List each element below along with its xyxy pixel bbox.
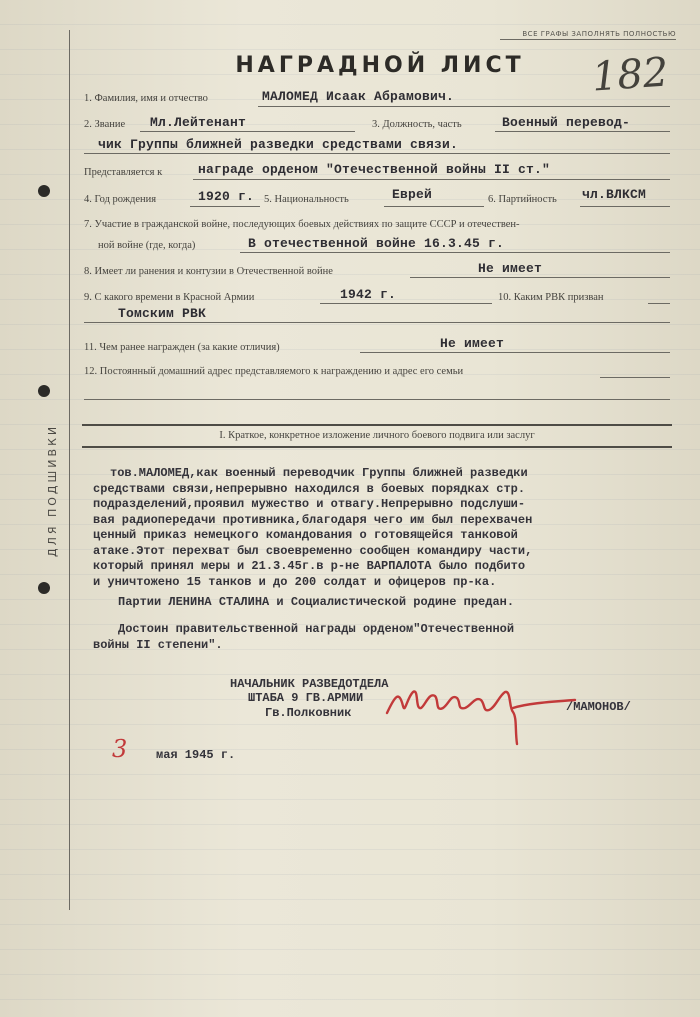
document-title: НАГРАДНОЙ ЛИСТ bbox=[235, 53, 525, 78]
field-6-label: 6. Партийность bbox=[488, 194, 557, 205]
field-11-value: Не имеет bbox=[440, 336, 505, 351]
field-7-value: В отечественной войне 16.3.45 г. bbox=[248, 236, 505, 251]
citation-line: и уничтожено 15 танков и до 200 солдат и офицеров пр-ка. bbox=[93, 574, 497, 589]
nomination-line bbox=[193, 179, 670, 180]
signature-mark bbox=[385, 678, 585, 753]
field-12-line bbox=[600, 377, 670, 378]
field-5-label: 5. Национальность bbox=[264, 194, 349, 205]
worthy-line: Достоин правительственной награды орденом"Отечественной bbox=[118, 622, 515, 636]
signer-rank: Гв.Полковник bbox=[265, 706, 352, 720]
party-loyalty-line: Партии ЛЕНИНА СТАЛИНА и Социалистической родине предан. bbox=[118, 595, 515, 609]
section-rule-bottom bbox=[82, 446, 672, 448]
section-title: I. Краткое, конкретное изложение личного боевого подвига или заслуг bbox=[219, 430, 535, 441]
field-1-value: МАЛОМЕД Исаак Абрамович. bbox=[262, 89, 455, 104]
field-8-label: 8. Имеет ли ранения и контузии в Отечественной войне bbox=[84, 266, 333, 277]
field-2-label: 2. Звание bbox=[84, 119, 126, 130]
field-10-line bbox=[648, 303, 670, 304]
signer-name: /МАМОНОВ/ bbox=[566, 700, 631, 714]
date-rest: мая 1945 г. bbox=[156, 748, 236, 762]
field-3-value-1: Военный перевод- bbox=[502, 115, 631, 130]
field-9-label: 9. С какого времени в Красной Армии bbox=[84, 292, 255, 303]
field-1-label: 1. Фамилия, имя и отчество bbox=[84, 93, 208, 104]
field-4-label: 4. Год рождения bbox=[84, 194, 157, 205]
header-note: ВСЕ ГРАФЫ ЗАПОЛНЯТЬ ПОЛНОСТЬЮ bbox=[500, 30, 676, 40]
field-3-line-2 bbox=[84, 153, 670, 154]
field-8-value: Не имеет bbox=[478, 261, 543, 276]
field-4-value: 1920 г. bbox=[198, 189, 255, 204]
margin-rule bbox=[69, 30, 70, 910]
worthy-line: войны II степени". bbox=[93, 638, 223, 652]
citation-line: атаке.Этот перехват был своевременно сообщен командиру части, bbox=[93, 543, 533, 558]
field-2-line bbox=[140, 131, 355, 132]
field-3-line bbox=[495, 131, 670, 132]
citation-line: ценный приказ немецкого командования о готовящейся танковой bbox=[93, 528, 518, 542]
sheet-number: 182 bbox=[590, 49, 670, 101]
field-7-line bbox=[240, 252, 670, 253]
field-11-label: 11. Чем ранее награжден (за какие отличия) bbox=[84, 342, 280, 353]
field-4-line bbox=[190, 206, 260, 207]
field-1-line bbox=[258, 106, 670, 107]
signer-title-2: ШТАБА 9 ГВ.АРМИИ bbox=[248, 691, 364, 705]
field-10-label: 10. Каким РВК призван bbox=[498, 292, 604, 303]
field-7-label-1: 7. Участие в гражданской войне, последующих боевых действиях по защите СССР и отечествен- bbox=[84, 219, 520, 230]
field-7-label-2: ной войне (где, когда) bbox=[98, 240, 196, 251]
field-10-value: Томским РВК bbox=[118, 306, 207, 321]
field-9-line bbox=[320, 303, 492, 304]
field-10-line-2 bbox=[84, 322, 670, 323]
field-12-line-2 bbox=[84, 399, 670, 400]
citation-line: который принял меры и 21.3.45г.в р-не ВАРПАЛОТА было подбито bbox=[93, 559, 526, 573]
binding-label: ДЛЯ ПОДШИВКИ bbox=[46, 423, 59, 557]
nomination-label: Представляется к bbox=[84, 167, 163, 178]
citation-line: тов.МАЛОМЕД,как военный переводчик Группы ближней разведки bbox=[110, 466, 528, 480]
section-rule-top bbox=[82, 424, 672, 426]
field-3-value-2: чик Группы ближней разведки средствами связи. bbox=[98, 137, 459, 152]
citation-line: вая радиопередачи противника,благодаря чего им был перехвачен bbox=[93, 512, 533, 527]
field-11-line bbox=[360, 352, 670, 353]
field-5-value: Еврей bbox=[392, 187, 433, 202]
field-6-line bbox=[580, 206, 670, 207]
field-2-value: Мл.Лейтенант bbox=[150, 115, 247, 130]
nomination-value: награде орденом "Отечественной войны II ст." bbox=[198, 162, 551, 177]
citation-line: средствами связи,непрерывно находился в боевых порядках стр. bbox=[93, 481, 526, 496]
field-3-label: 3. Должность, часть bbox=[372, 119, 462, 130]
binding-hole bbox=[38, 185, 50, 197]
date-day: 3 bbox=[112, 735, 128, 763]
field-9-value: 1942 г. bbox=[340, 287, 397, 302]
field-6-value: чл.ВЛКСМ bbox=[582, 187, 647, 202]
citation-line: подразделений,проявил мужество и отвагу.Непрерывно подслуши- bbox=[93, 497, 526, 511]
signer-title-1: НАЧАЛЬНИК РАЗВЕДОТДЕЛА bbox=[230, 677, 389, 691]
field-8-line bbox=[410, 277, 670, 278]
field-12-label: 12. Постоянный домашний адрес представляемого к награждению и адрес его семьи bbox=[84, 366, 464, 377]
field-5-line bbox=[384, 206, 484, 207]
